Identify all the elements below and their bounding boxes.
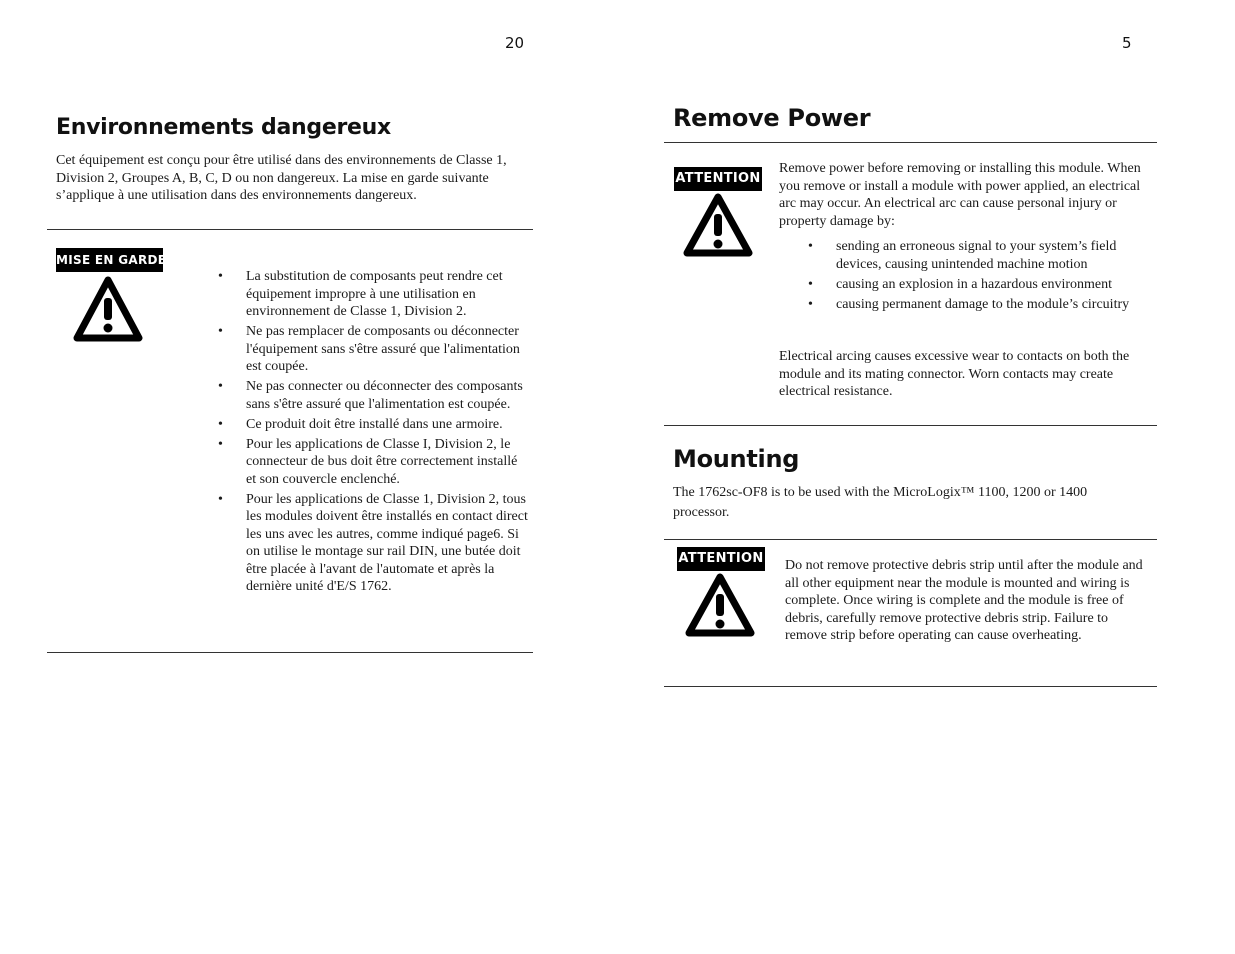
- list-item: • Ce produit doit être installé dans une armoire.: [218, 416, 528, 434]
- list-item: • Ne pas connecter ou déconnecter des composants sans s'être assuré que l'alimentation est coupée.: [218, 378, 528, 413]
- page-number-right: 5: [1122, 34, 1132, 52]
- list-item: • La substitution de composants peut rendre cet équipement impropre à une utilisation en environnement de Classe 1, Division 2.: [218, 268, 528, 321]
- divider: [664, 539, 1157, 540]
- mounting-attention-text: Do not remove protective debris strip until after the module and all other equipment near the module is mounted and wiring is complete. Once wiring is complete and the module is free of debris, carefully remove protective debris strip. Failure to remove strip before operating can cause overheating.: [785, 558, 1143, 643]
- divider: [664, 686, 1157, 687]
- heading-mounting: Mounting: [673, 445, 800, 473]
- mounting-intro: The 1762sc-OF8 is to be used with the MicroLogix™ 1100, 1200 or 1400 processor.: [673, 485, 1088, 520]
- list-item: • sending an erroneous signal to your system’s field devices, causing unintended machine motion: [808, 238, 1148, 273]
- warning-triangle-icon: [683, 193, 753, 257]
- attention-block-power: [674, 167, 762, 257]
- arcing-note: Electrical arcing causes excessive wear to contacts on both the module and its mating connector. Worn contacts may create electrical resistance.: [779, 349, 1130, 399]
- list-item: • causing an explosion in a hazardous environment: [808, 276, 1148, 294]
- divider: [664, 142, 1157, 143]
- intro-paragraph-fr: Cet équipement est conçu pour être utilisé dans des environnements de Classe 1, Division 2, Groupes A, B, C, D ou non dangereux. La mise en garde suivante s’applique à une utilisation dans des environnements dangereux.: [56, 153, 507, 203]
- warning-block-fr: [56, 248, 167, 342]
- mise-en-garde-badge: MISE EN GARDE: [56, 248, 163, 272]
- divider: [47, 652, 533, 653]
- attention-badge: ATTENTION: [677, 547, 765, 571]
- list-item: • Pour les applications de Classe 1, Division 2, tous les modules doivent être installés en contact direct les uns avec les autres, comme indiqué page6. Si on utilise le montage sur rail DIN, une butée doit être placée à l'avant de l'automate et après la dernière unité d'E/S 1762.: [218, 491, 528, 596]
- list-item: • causing permanent damage to the module’s circuitry: [808, 296, 1148, 314]
- warning-triangle-icon: [685, 573, 755, 637]
- page-number-left: 20: [505, 34, 525, 52]
- divider: [47, 229, 533, 230]
- warning-list-fr: [218, 268, 528, 598]
- heading-remove-power: Remove Power: [673, 104, 871, 132]
- divider: [664, 425, 1157, 426]
- remove-power-text: Remove power before removing or installing this module. When you remove or install a module with power applied, an electrical arc may occur. An electrical arc can cause personal injury or property damage by:: [779, 161, 1141, 229]
- attention-block-mounting: [677, 547, 765, 637]
- heading-environnements-dangereux: Environnements dangereux: [56, 115, 391, 140]
- remove-power-list: [808, 238, 1148, 316]
- attention-badge: ATTENTION: [674, 167, 762, 191]
- warning-triangle-icon: [73, 276, 143, 342]
- list-item: • Pour les applications de Classe I, Division 2, le connecteur de bus doit être correctement installé et son couvercle enclenché.: [218, 436, 528, 489]
- list-item: • Ne pas remplacer de composants ou déconnecter l'équipement sans s'être assuré que l'alimentation est coupée.: [218, 323, 528, 376]
